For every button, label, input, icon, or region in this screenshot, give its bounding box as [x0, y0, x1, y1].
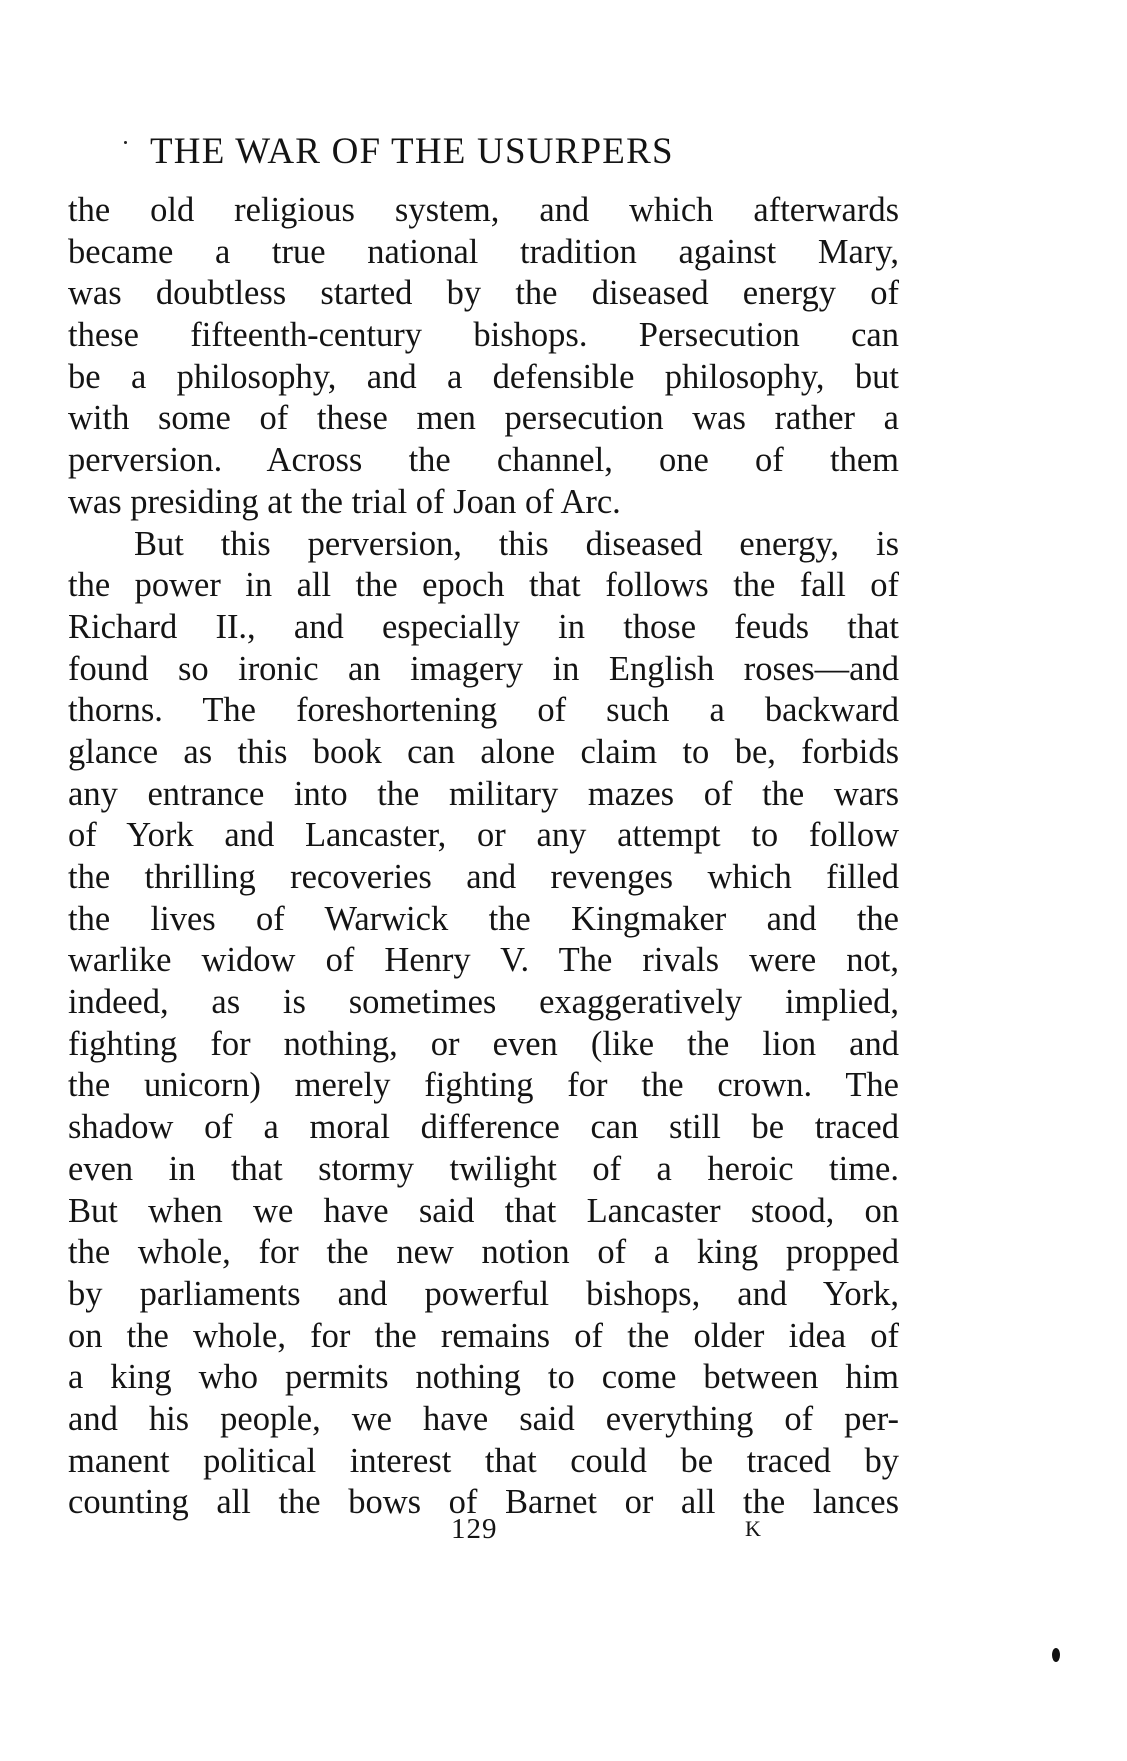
text-line: manent political interest that could be traced by: [68, 1441, 899, 1480]
text-line: found so ironic an imagery in English roses—and: [68, 649, 899, 688]
page-footer: [0, 1507, 1127, 1551]
text-line: these fifteenth-century bishops. Persecution can: [68, 316, 899, 355]
text-line: shadow of a moral difference can still be traced: [68, 1108, 899, 1147]
text-line: became a true national tradition against Mary,: [68, 232, 899, 271]
text-line: the whole, for the new notion of a king propped: [68, 1233, 899, 1272]
text-line: by parliaments and powerful bishops, and York,: [68, 1274, 899, 1313]
text-line: with some of these men persecution was rather a: [68, 399, 899, 438]
text-line: perversion. Across the channel, one of them: [68, 441, 899, 480]
text-line: be a philosophy, and a defensible philosophy, but: [68, 357, 899, 396]
text-line: counting all the bows of Barnet or all the lances: [68, 1483, 899, 1522]
text-line: Richard II., and especially in those feuds that: [68, 607, 899, 646]
text-line: of York and Lancaster, or any attempt to follow: [68, 816, 899, 855]
text-line: thorns. The foreshortening of such a backward: [68, 691, 899, 730]
text-line: glance as this book can alone claim to be, forbids: [68, 732, 899, 771]
text-line: the thrilling recoveries and revenges which filled: [68, 858, 899, 896]
text-line: the old religious system, and which afterwards: [68, 191, 899, 229]
running-head: THE WAR OF THE USURPERS: [150, 131, 674, 172]
text-line: and his people, we have said everything of per-: [68, 1399, 899, 1438]
text-line: fighting for nothing, or even (like the lion and: [68, 1024, 899, 1063]
text-line: even in that stormy twilight of a heroic time.: [68, 1149, 899, 1188]
body-text: [68, 190, 899, 1524]
text-line: the unicorn) merely fighting for the crown. The: [68, 1066, 899, 1105]
text-line: was doubtless started by the diseased energy of: [68, 274, 899, 313]
text-line: But when we have said that Lancaster stood, on: [68, 1191, 899, 1230]
margin-ink-mark: [1052, 1648, 1060, 1662]
text-line: indeed, as is sometimes exaggeratively implied,: [68, 983, 899, 1022]
text-line: the lives of Warwick the Kingmaker and the: [68, 899, 899, 938]
text-line: any entrance into the military mazes of the wars: [68, 774, 899, 813]
text-line: warlike widow of Henry V. The rivals were not,: [68, 941, 899, 980]
text-line: on the whole, for the remains of the older idea of: [68, 1316, 899, 1355]
text-line: a king who permits nothing to come between him: [68, 1358, 899, 1397]
paragraph-start-line: But this perversion, this diseased energy, is: [134, 524, 899, 563]
page-number: 129: [451, 1513, 498, 1545]
paragraph-end-line: was presiding at the trial of Joan of Arc.: [68, 482, 621, 521]
stray-ink-dot: [124, 141, 127, 144]
text-line: the power in all the epoch that follows the fall of: [68, 566, 899, 605]
signature-mark: K: [745, 1516, 762, 1541]
